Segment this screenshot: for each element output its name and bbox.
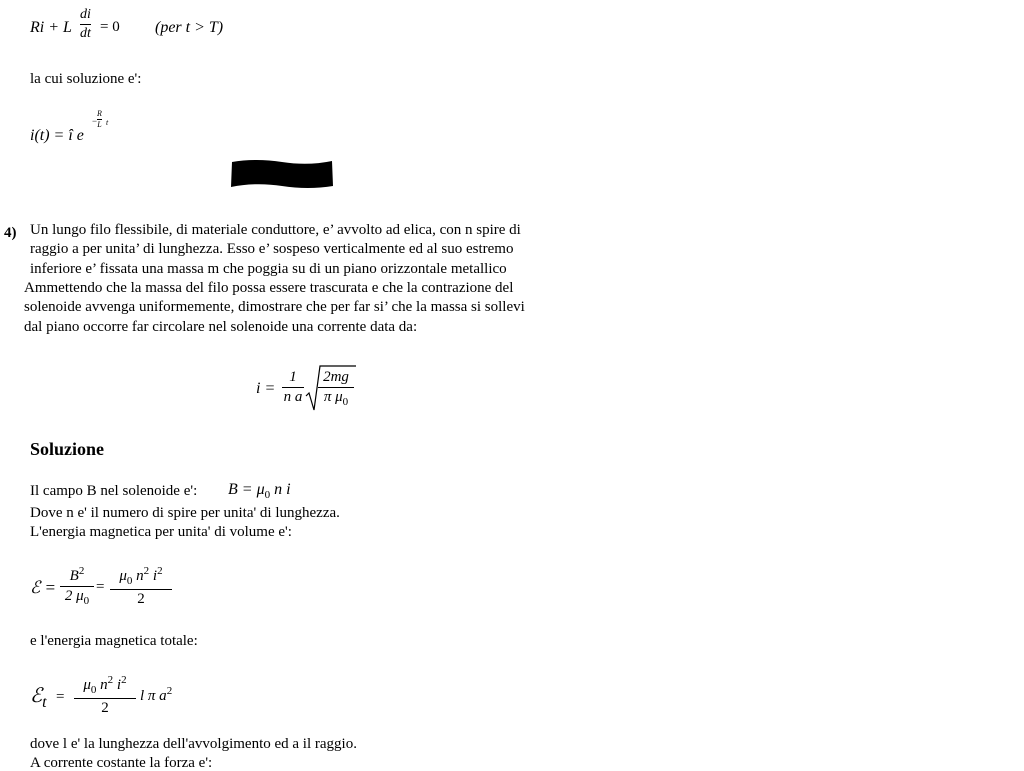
eq-ed-den1: 2 μ [64, 588, 84, 604]
eq-rl-fraction [80, 8, 91, 41]
problem-line: raggio a per unita’ di lunghezza. Esso e’ sospeso verticalmente ed al suo estremo [30, 241, 514, 257]
eq-cur-rad-den: π μ [323, 389, 343, 405]
eq-sol-exp-var: t [106, 118, 109, 127]
eq-rl-den: dt [80, 26, 91, 41]
eq-cur-den: n a [283, 389, 303, 405]
text-length-radius: dove l e' la lunghezza dell'avvolgimento ed a il raggio. [30, 736, 357, 752]
eq-ed-fraction-1 [60, 566, 94, 607]
eq-rl-num: di [80, 7, 91, 22]
text-energy-per-volume: L'energia magnetica per unita' di volume e': [30, 524, 292, 540]
eq-cur-num: 1 [289, 369, 297, 385]
eq-te-tail: l π a [140, 688, 167, 704]
eq-sol-exponent-fraction [97, 110, 102, 129]
fraction-bar [74, 698, 136, 699]
field-eq-tail: n i [270, 481, 291, 498]
eq-ed-fraction-2 [110, 566, 172, 607]
eq-ed-num2-sub: 0 [126, 575, 133, 587]
field-text: Il campo B nel solenoide e': [30, 483, 198, 499]
eq-te-tail-sup: 2 [166, 685, 173, 697]
eq-cur-rad-den-wrap [318, 390, 354, 408]
eq-rl-left: Ri + L [30, 19, 72, 36]
redaction-mark [230, 158, 334, 195]
field-eq-sub: 0 [264, 489, 271, 502]
solution-intro-text: la cui soluzione e': [30, 71, 142, 87]
eq-ed-num1-sup: 2 [78, 565, 85, 577]
eq-ed-num2: μ [119, 568, 127, 584]
eq-ed-num1-wrap [60, 566, 94, 584]
fraction-bar [80, 24, 91, 25]
eq-te-num-tail: n [96, 677, 108, 693]
text-total-energy: e l'energia magnetica totale: [30, 633, 198, 649]
eq-rl-condition: (per t > T) [155, 19, 224, 36]
eq-ed-num2-sup2: 2 [157, 565, 163, 577]
eq-te-den: 2 [101, 700, 109, 716]
problem-number: 4) [4, 225, 17, 241]
eq-rl-rhs: = 0 [100, 19, 120, 35]
eq-ed-den1-wrap [60, 589, 94, 607]
redaction-shape [230, 158, 334, 190]
fraction-bar [282, 387, 304, 388]
eq-te-num-sub: 0 [90, 684, 97, 696]
eq-ed-den1-sub: 0 [83, 595, 90, 607]
field-eq-head: B = μ [228, 481, 265, 498]
eq-cur-rad-num: 2mg [323, 369, 349, 385]
eq-ed-num2-sup1: 2 [143, 565, 150, 577]
eq-te-equals: = [56, 689, 65, 705]
text-constant-current-force: A corrente costante la forza e': [30, 755, 213, 771]
eq-te-lhs: ℰ [30, 685, 43, 707]
eq-sol-exp-num: R [97, 109, 102, 118]
field-equation [228, 482, 291, 501]
eq-ed-num2-wrap [110, 566, 172, 587]
eq-cur-radicand-fraction [318, 370, 354, 408]
eq-cur-lhs: i = [256, 380, 276, 397]
eq-sol-exp-den: L [97, 120, 102, 129]
eq-ed-den2: 2 [137, 591, 145, 607]
problem-line: solenoide avvenga uniformemente, dimostrare che per far si’ che la massa si sollevi [24, 299, 525, 315]
text-n-definition: Dove n e' il numero di spire per unita' di lunghezza. [30, 505, 340, 521]
problem-line: dal piano occorre far circolare nel solenoide una corrente data da: [24, 319, 418, 335]
eq-te-num-sup1: 2 [107, 674, 114, 686]
fraction-bar [110, 589, 172, 590]
eq-te-num-sup2: 2 [121, 674, 127, 686]
problem-line: Un lungo filo flessibile, di materiale conduttore, e’ avvolto ad elica, con n spire di [30, 222, 521, 238]
eq-ed-num2-tail: n [132, 568, 144, 584]
eq-te-fraction [74, 675, 136, 716]
eq-te-num-wrap [74, 675, 136, 696]
fraction-bar [318, 387, 354, 388]
eq-te-tail-wrap [140, 686, 172, 704]
eq-ed-num2-tail2: i [149, 568, 158, 584]
eq-ed-lhs: ℰ = [30, 578, 57, 597]
problem-line: inferiore e’ fissata una massa m che poggia su di un piano orizzontale metallico [30, 261, 507, 277]
eq-cur-rad-den-sub: 0 [342, 396, 349, 408]
eq-cur-fraction [282, 370, 304, 405]
eq-te-num: μ [83, 677, 91, 693]
eq-ed-num1: B [69, 568, 79, 584]
eq-te-lhs-sub: t [42, 694, 47, 711]
eq-sol-exp-minus: − [92, 116, 98, 126]
fraction-bar [60, 586, 94, 587]
eq-sol-lhs: i(t) = î e [30, 127, 84, 144]
problem-line: Ammettendo che la massa del filo possa essere trascurata e che la contrazione del [24, 280, 514, 296]
solution-heading: Soluzione [30, 439, 105, 459]
eq-te-lhs-wrap [30, 686, 47, 711]
eq-ed-equals: = [96, 579, 105, 595]
eq-te-num-tail2: i [113, 677, 122, 693]
